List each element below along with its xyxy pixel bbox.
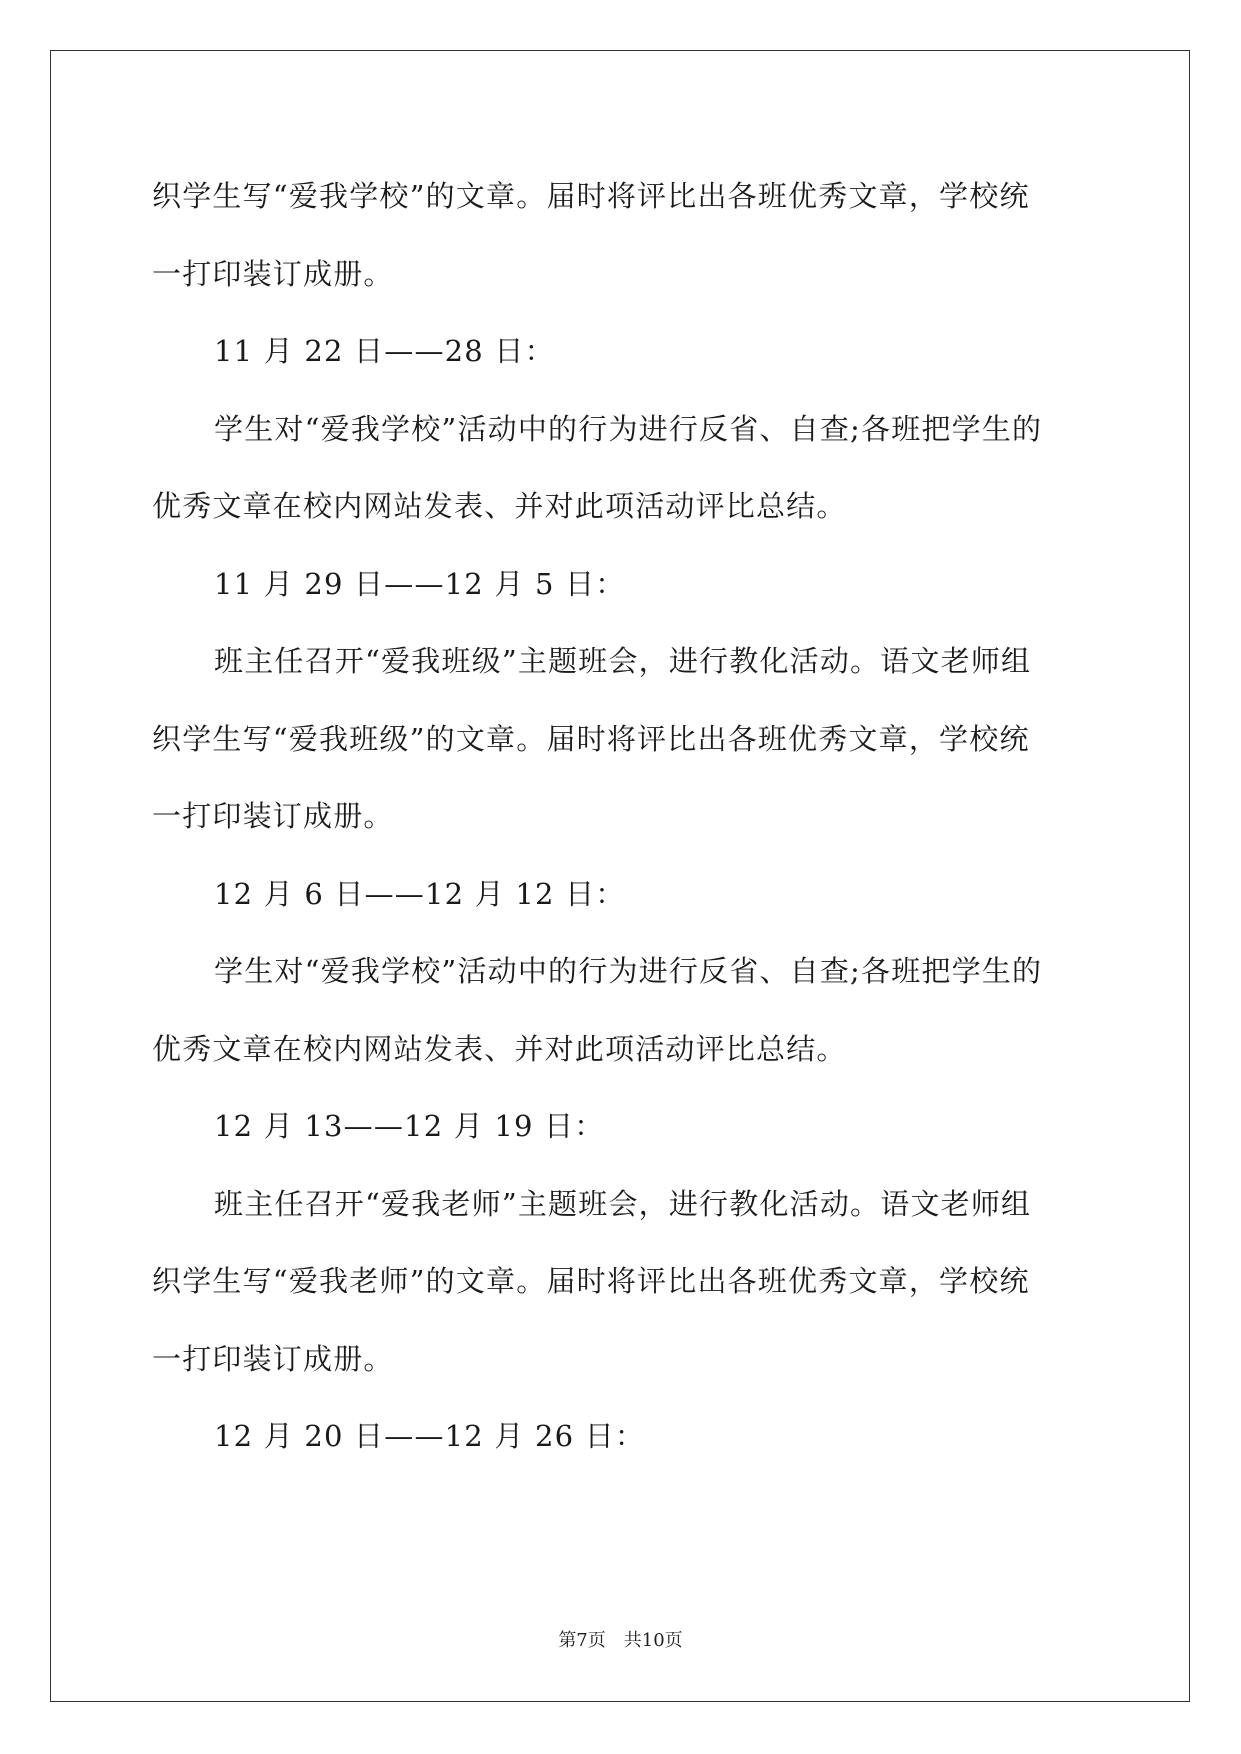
- text-line: 优秀文章在校内网站发表、并对此项活动评比总结。: [152, 489, 847, 523]
- text-line: 学生对“爱我学校”活动中的行为进行反省、自查;各班把学生的: [214, 411, 1043, 446]
- date-heading: 12 月 20 日——12 月 26 日：: [214, 1419, 646, 1453]
- text-line: 一打印装订成册。: [152, 256, 394, 291]
- text-line: 一打印装订成册。: [152, 1341, 394, 1376]
- text-line: 优秀文章在校内网站发表、并对此项活动评比总结。: [152, 1031, 847, 1066]
- text-line: 班主任召开“爱我老师”主题班会，进行教化活动。语文老师组: [214, 1186, 1032, 1221]
- page-number: 第7页: [558, 1630, 606, 1651]
- text-line: 织学生写“爱我老师”的文章。届时将评比出各班优秀文章，学校统: [152, 1264, 1030, 1298]
- page-total: 共10页: [623, 1630, 683, 1651]
- text-line: 学生对“爱我学校”活动中的行为进行反省、自查;各班把学生的: [214, 954, 1043, 988]
- text-line: 织学生写“爱我学校”的文章。届时将评比出各班优秀文章，学校统: [152, 179, 1030, 213]
- date-heading: 12 月 6 日——12 月 12 日：: [214, 876, 626, 911]
- date-heading: 11 月 29 日——12 月 5 日：: [214, 566, 626, 601]
- text-line: 一打印装订成册。: [152, 799, 394, 833]
- document-body: [152, 165, 1092, 1483]
- date-heading: 11 月 22 日——28 日：: [214, 334, 555, 368]
- date-heading: 12 月 13——12 月 19 日：: [214, 1109, 605, 1143]
- text-line: 班主任召开“爱我班级”主题班会，进行教化活动。语文老师组: [214, 644, 1032, 678]
- text-line: 织学生写“爱我班级”的文章。届时将评比出各班优秀文章，学校统: [152, 721, 1030, 756]
- page-footer: [0, 1626, 1241, 1652]
